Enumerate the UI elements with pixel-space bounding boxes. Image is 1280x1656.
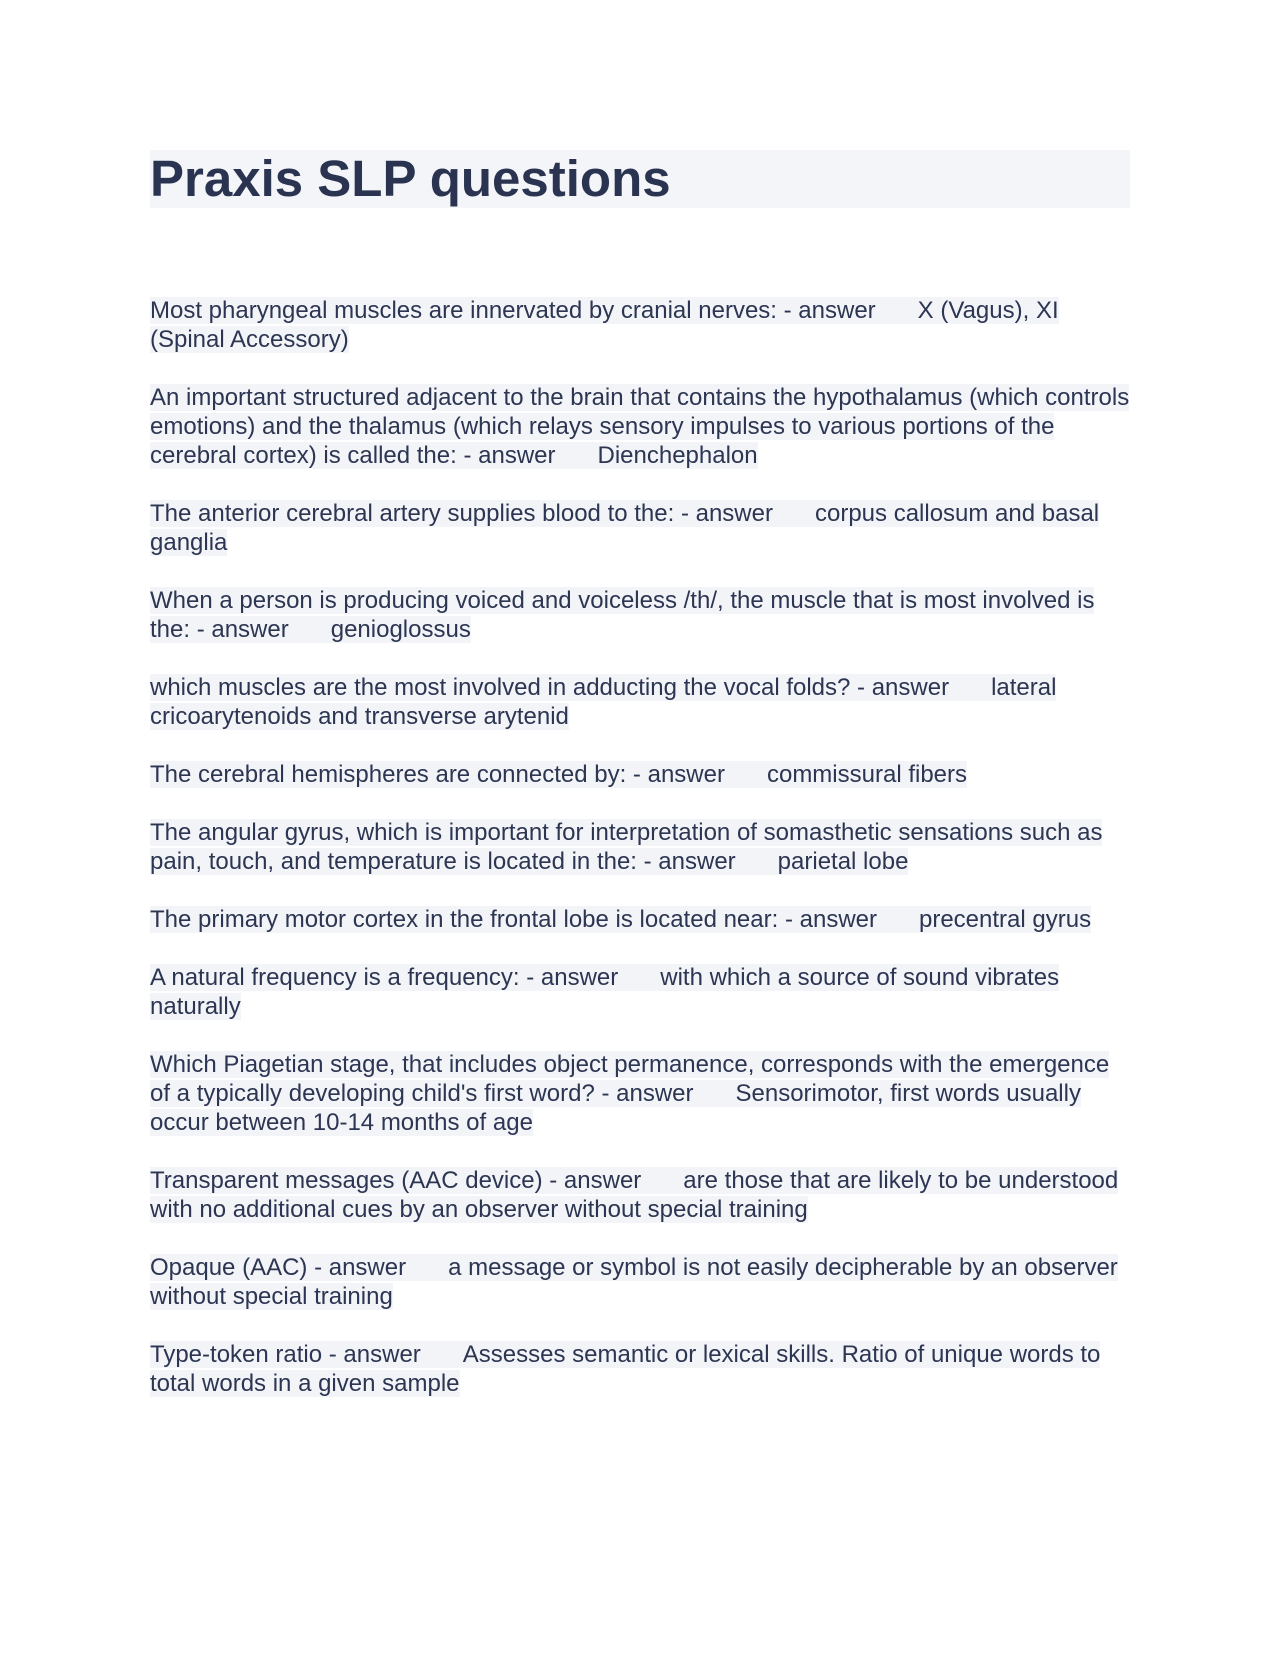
answer-text: Sensorimotor, first words usually occur between 10-14 months of age (150, 1080, 1081, 1136)
qa-item (150, 1166, 1130, 1224)
qa-list (150, 296, 1130, 1398)
answer-text: with which a source of sound vibrates naturally (150, 964, 1060, 1020)
qa-item (150, 905, 1130, 934)
answer-text: genioglossus (330, 616, 471, 643)
answer-text: X (Vagus), XI (Spinal Accessory) (150, 297, 1059, 353)
document-page (150, 150, 1130, 1427)
question-text: Type-token ratio - answer (150, 1341, 421, 1368)
answer-text: lateral cricoarytenoids and transverse arytenid (150, 674, 1057, 730)
question-text: which muscles are the most involved in adducting the vocal folds? - answer (150, 674, 950, 701)
qa-item (150, 673, 1130, 731)
question-text: Which Piagetian stage, that includes object permanence, corresponds with the emergence of a typically developing child's first word? - answer (150, 1051, 1110, 1107)
question-text: When a person is producing voiced and voiceless /th/, the muscle that is most involved is the: - answer (150, 587, 1095, 643)
page-title: Praxis SLP questions (150, 150, 671, 207)
qa-item (150, 586, 1130, 644)
answer-text: are those that are likely to be understood with no additional cues by an observer without special training (150, 1167, 1119, 1223)
question-text: A natural frequency is a frequency: - answer (150, 964, 619, 991)
answer-text: a message or symbol is not easily decipherable by an observer without special training (150, 1254, 1118, 1310)
qa-item (150, 383, 1130, 470)
qa-item (150, 296, 1130, 354)
qa-item (150, 1340, 1130, 1398)
qa-item (150, 499, 1130, 557)
qa-item (150, 1050, 1130, 1137)
question-text: The primary motor cortex in the frontal lobe is located near: - answer (150, 906, 877, 933)
question-text: The cerebral hemispheres are connected by: - answer (150, 761, 725, 788)
qa-item (150, 818, 1130, 876)
question-text: The anterior cerebral artery supplies blood to the: - answer (150, 500, 773, 527)
answer-text: corpus callosum and basal ganglia (150, 500, 1100, 556)
qa-item (150, 760, 1130, 789)
answer-text: Assesses semantic or lexical skills. Ratio of unique words to total words in a given sample (150, 1341, 1101, 1397)
answer-text: commissural fibers (766, 761, 968, 788)
qa-item (150, 963, 1130, 1021)
question-text: The angular gyrus, which is important for interpretation of somasthetic sensations such as pain, touch, and temperature is located in the: - answer (150, 819, 1103, 875)
answer-text: parietal lobe (777, 848, 909, 875)
question-text: Most pharyngeal muscles are innervated by cranial nerves: - answer (150, 297, 876, 324)
qa-item (150, 1253, 1130, 1311)
question-text: Transparent messages (AAC device) - answer (150, 1167, 642, 1194)
question-text: An important structured adjacent to the brain that contains the hypothalamus (which controls emotions) and the thalamus (which relays sensory impulses to various portions of the cerebral cortex) is called the: - answer (150, 384, 1130, 469)
answer-text: Dienchephalon (597, 442, 758, 469)
answer-text: precentral gyrus (918, 906, 1092, 933)
question-text: Opaque (AAC) - answer (150, 1254, 407, 1281)
title-band (150, 150, 1130, 208)
